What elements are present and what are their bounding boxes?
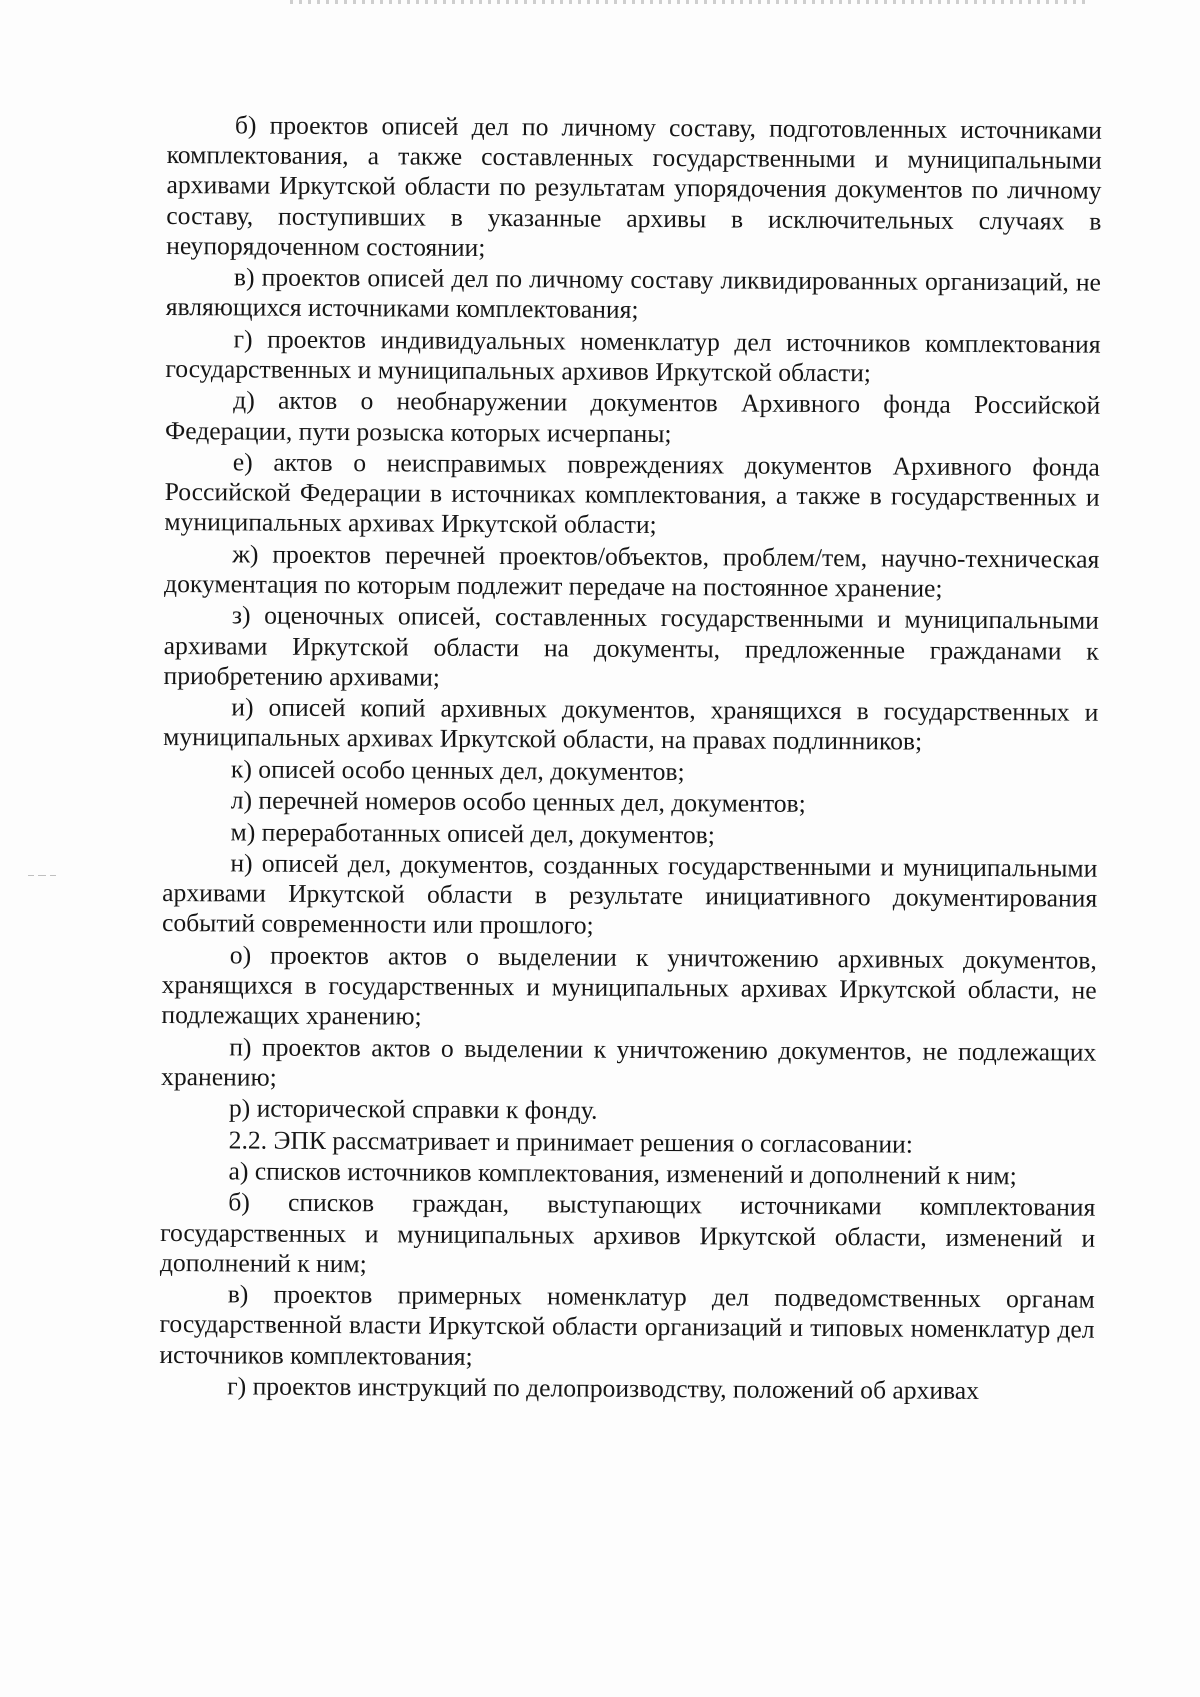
paragraph-item-l-valuable-numbers: л) перечней номеров особо ценных дел, документов;	[230, 785, 806, 819]
paragraph-item-d-acts-of-non-discovery: д) актов о необнаружении документов Архивного фонда Российской Федерации, пути розыска которых исчерпаны;	[164, 385, 1101, 448]
paragraph-item-e-acts-of-damage: е) актов о неисправимых повреждениях документов Архивного фонда Российской Федерации в источниках комплектования, а также в государственных и муниципальных архивах Иркутской области;	[164, 447, 1100, 540]
paragraph-item-n-initiative-documentation: н) описей дел, документов, созданных государственными и муниципальными архивами Иркутской области в результате инициативного документирования событий современности или прошлого;	[161, 848, 1098, 940]
paragraph-item-b-citizen-lists: б) списков граждан, выступающих источниками комплектования государственных и муниципальных архивов Иркутской области, изменений и дополнений к ним;	[159, 1187, 1096, 1278]
scan-edge-artifact	[290, 0, 1090, 4]
paragraph-item-k-valuable-files: к) описей особо ценных дел, документов;	[230, 754, 685, 786]
paragraph-item-g-instructions: г) проектов инструкций по делопроизводству, положений об архивах	[227, 1371, 980, 1405]
paragraph-item-zh-project-lists: ж) проектов перечней проектов/объектов, проблем/тем, научно-техническая документация по которым подлежит передаче на постоянное хранение;	[164, 539, 1100, 603]
section-2-2-heading: 2.2. ЭПК рассматривает и принимает решения о согласовании:	[228, 1124, 914, 1159]
paragraph-item-g-individual-nomenclatures: г) проектов индивидуальных номенклатур дел источников комплектования государственных и муниципальных архивов Иркутской области;	[165, 324, 1101, 388]
paragraph-item-p-destruction-acts: п) проектов актов о выделении к уничтожению документов, не подлежащих хранению;	[161, 1031, 1097, 1092]
paragraph-item-b-personnel-inventories: б) проектов описей дел по личному составу, подготовленных источниками комплектования, а также составленных государственными и муниципальными архивами Иркутской области по результатам упорядочения документов по личному составу, поступивших в указанные архивы в исключительных случаях в неупорядоченном состоянии;	[166, 110, 1102, 262]
paragraph-item-z-evaluation-inventories: з) оценочных описей, составленных государственными и муниципальными архивами Иркутской области на документы, предложенные гражданами к приобретению архивами;	[163, 600, 1099, 692]
paragraph-item-o-destruction-acts-archives: о) проектов актов о выделении к уничтожению архивных документов, хранящихся в государственных и муниципальных архивах Иркутской области, не подлежащих хранению;	[161, 940, 1097, 1031]
paragraph-item-m-revised-inventories: м) переработанных описей дел, документов;	[230, 816, 716, 849]
scan-margin-mark	[28, 872, 58, 880]
document-body	[159, 110, 1102, 1408]
paragraph-item-v-liquidated-organizations: в) проектов описей дел по личному составу ликвидированных организаций, не являющихся источниками комплектования;	[165, 262, 1102, 325]
paragraph-item-v-sample-nomenclatures: в) проектов примерных номенклатур дел подведомственных органам государственной власти Иркутской области организаций и типовых номенклатур дел источников комплектования;	[159, 1279, 1095, 1371]
paragraph-item-i-copy-inventories: и) описей копий архивных документов, хранящихся в государственных и муниципальных архивах Иркутской области, на правах подлинников;	[163, 692, 1099, 756]
paragraph-item-a-source-lists: а) списков источников комплектования, изменений и дополнений к ним;	[228, 1156, 1017, 1191]
paragraph-item-r-historical-note: р) исторической справки к фонду.	[228, 1093, 598, 1125]
